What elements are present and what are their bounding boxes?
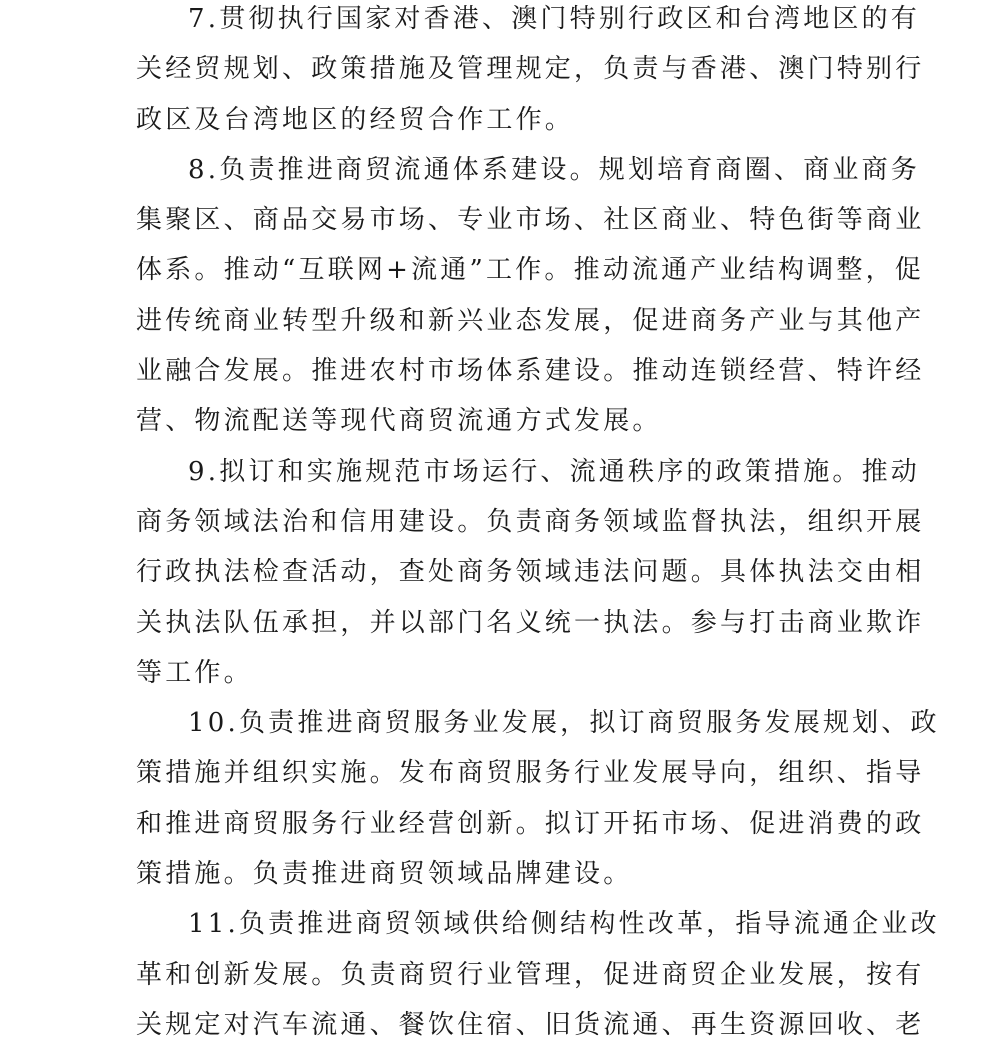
text-line: 革和创新发展。负责商贸行业管理，促进商贸企业发展，按有 (136, 959, 925, 990)
text-line: 9.拟订和实施规范市场运行、流通秩序的政策措施。推动 (188, 456, 921, 487)
text-line: 关规定对汽车流通、餐饮住宿、旧货流通、再生资源回收、老 (136, 1009, 925, 1040)
paragraph-item-9 (136, 447, 925, 698)
paragraph-item-11 (136, 899, 940, 1050)
document-page (136, 0, 940, 1043)
text-line: 策措施。负责推进商贸领域品牌建设。 (136, 859, 633, 890)
text-line: 策措施并组织实施。发布商贸服务行业发展导向，组织、指导 (136, 758, 925, 789)
text-line: 商务领域法治和信用建设。负责商务领域监督执法，组织开展 (136, 506, 925, 537)
text-line: 进传统商业转型升级和新兴业态发展，促进商务产业与其他产 (136, 305, 925, 336)
paragraph-item-7 (136, 0, 925, 145)
text-line: 11.负责推进商贸领域供给侧结构性改革，指导流通企业改 (188, 909, 940, 940)
text-line: 和推进商贸服务行业经营创新。拟订开拓市场、促进消费的政 (136, 808, 925, 839)
text-line: 7.贯彻执行国家对香港、澳门特别行政区和台湾地区的有 (188, 4, 921, 34)
text-line: 行政执法检查活动，查处商务领域违法问题。具体执法交由相 (136, 557, 925, 588)
paragraph-item-10 (136, 698, 940, 899)
text-line: 8.负责推进商贸流通体系建设。规划培育商圈、商业商务 (188, 154, 921, 185)
text-line: 集聚区、商品交易市场、专业市场、社区商业、特色街等商业 (136, 205, 925, 236)
paragraph-item-8 (136, 145, 925, 447)
text-line: 关经贸规划、政策措施及管理规定，负责与香港、澳门特别行 (136, 54, 925, 85)
text-line: 等工作。 (136, 657, 253, 688)
text-line: 10.负责推进商贸服务业发展，拟订商贸服务发展规划、政 (188, 708, 940, 739)
text-line: 关执法队伍承担，并以部门名义统一执法。参与打击商业欺诈 (136, 607, 925, 638)
text-line: 政区及台湾地区的经贸合作工作。 (136, 104, 575, 135)
text-line: 体系。推动“互联网+流通”工作。推动流通产业结构调整，促 (136, 255, 924, 286)
text-line: 营、物流配送等现代商贸流通方式发展。 (136, 406, 662, 437)
text-line: 业融合发展。推进农村市场体系建设。推动连锁经营、特许经 (136, 356, 925, 387)
